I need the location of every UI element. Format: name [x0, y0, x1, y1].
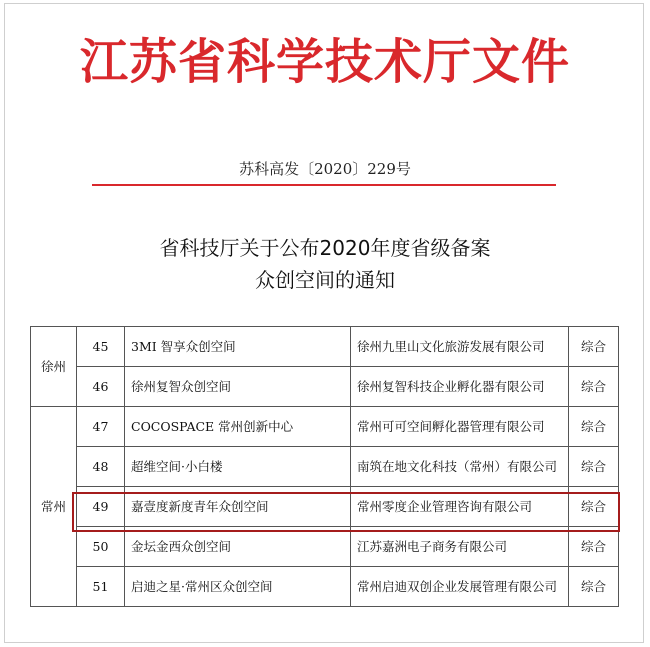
- makerspace-table: [30, 326, 619, 607]
- city-cell: 徐州: [31, 327, 77, 407]
- space-type: 综合: [569, 327, 619, 367]
- operator-name: 徐州九里山文化旅游发展有限公司: [351, 327, 569, 367]
- operator-name: 常州启迪双创企业发展管理有限公司: [351, 567, 569, 607]
- row-number: 45: [77, 327, 125, 367]
- space-type: 综合: [569, 447, 619, 487]
- operator-name: 徐州复智科技企业孵化器有限公司: [351, 367, 569, 407]
- space-name: 超维空间·小白楼: [125, 447, 351, 487]
- row-number: 46: [77, 367, 125, 407]
- space-type: 综合: [569, 487, 619, 527]
- row-number: 47: [77, 407, 125, 447]
- space-name: 启迪之星·常州区众创空间: [125, 567, 351, 607]
- table-row: [31, 567, 619, 607]
- header-divider: [92, 184, 556, 186]
- notice-title-line-1: 省科技厅关于公布2020年度省级备案: [159, 236, 491, 260]
- document-header-title: 江苏省科学技术厅文件: [79, 34, 570, 90]
- space-name: 3MI 智享众创空间: [125, 327, 351, 367]
- space-type: 综合: [569, 567, 619, 607]
- table-row-highlighted: [31, 487, 619, 527]
- row-number: 48: [77, 447, 125, 487]
- operator-name: 南筑在地文化科技（常州）有限公司: [351, 447, 569, 487]
- space-type: 综合: [569, 527, 619, 567]
- table-row: [31, 367, 619, 407]
- city-cell: 常州: [31, 407, 77, 607]
- notice-title-line-2: 众创空间的通知: [255, 268, 395, 292]
- table-row: [31, 327, 619, 367]
- row-number: 50: [77, 527, 125, 567]
- space-name: 金坛金西众创空间: [125, 527, 351, 567]
- table-row: [31, 527, 619, 567]
- row-number: 49: [77, 487, 125, 527]
- table-row: [31, 447, 619, 487]
- space-name: 徐州复智众创空间: [125, 367, 351, 407]
- operator-name: 常州零度企业管理咨询有限公司: [351, 487, 569, 527]
- document-number: 苏科高发〔2020〕229号: [239, 160, 411, 178]
- space-type: 综合: [569, 407, 619, 447]
- space-type: 综合: [569, 367, 619, 407]
- row-number: 51: [77, 567, 125, 607]
- operator-name: 常州可可空间孵化器管理有限公司: [351, 407, 569, 447]
- operator-name: 江苏嘉洲电子商务有限公司: [351, 527, 569, 567]
- table-row: [31, 407, 619, 447]
- space-name: COCOSPACE 常州创新中心: [125, 407, 351, 447]
- notice-title: [0, 232, 650, 296]
- space-name: 嘉壹度新度青年众创空间: [125, 487, 351, 527]
